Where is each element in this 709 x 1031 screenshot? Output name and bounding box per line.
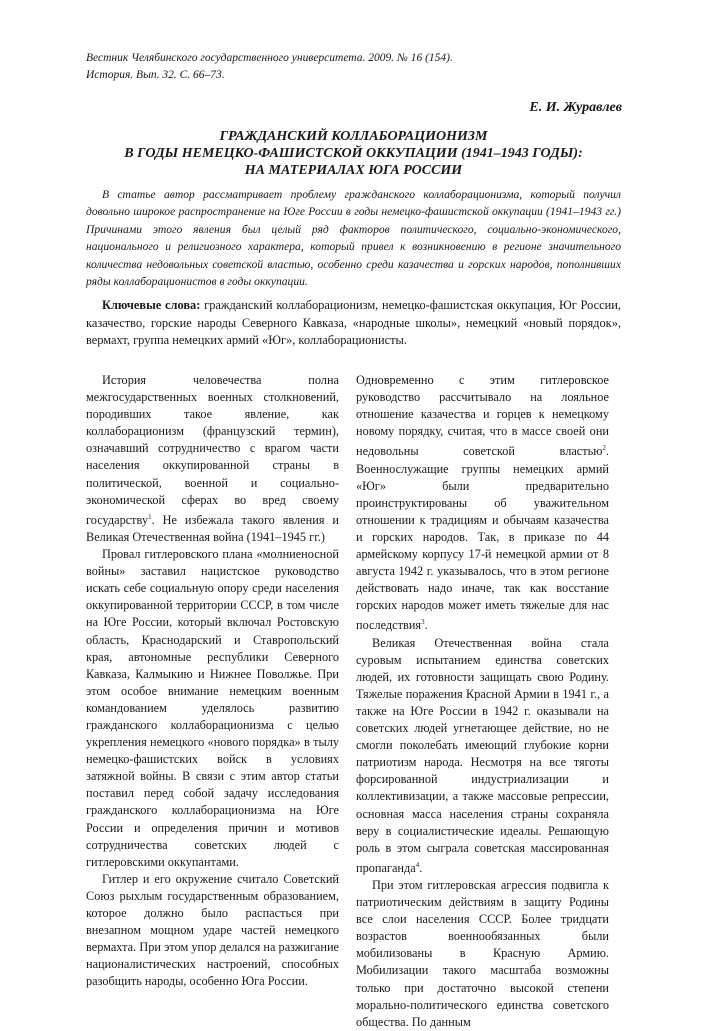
- abstract: [86, 186, 621, 290]
- keywords: [86, 297, 621, 350]
- left-paragraph-1: [86, 372, 339, 546]
- keywords-label: Ключевые слова:: [102, 298, 201, 312]
- right-paragraph-2: [356, 635, 609, 877]
- title-line-2: В ГОДЫ НЕМЕЦКО-ФАШИСТСКОЙ ОККУПАЦИИ (1941–1943 ГОДЫ):: [124, 146, 583, 161]
- author-name: Е. И. Журавлев: [529, 100, 622, 115]
- abstract-text: В статье автор рассматривает проблему гражданского коллаборационизма, который получил довольно широкое распространение на Юге России в годы немецко-фашистской оккупации (1941–1943 гг.) Причинами этого явления был целый ряд факторов политического, социально-экономического, национального и религиозного характера, который привел к возникновению в регионе значительного количества недовольных советской властью, особенно среди казачества и горских народов, пополнивших ряды коллаборационистов в годы оккупации.: [86, 188, 621, 289]
- journal-citation: [86, 50, 646, 84]
- footnote-ref-3: 3: [421, 618, 425, 627]
- right-p1-end: .: [424, 618, 428, 633]
- right-p1-mid: . Военнослужащие группы немецких армий «Юг» были предварительно проинструктированы об уважительном отношении к традициям и обычаям казачества и горских народов. Так, в приказе по 44 армейскому корпусу 17-й немецкой армии от 8 августа 1942 г. указывалось, что в этом регионе действовать надо иначе, так как восстание горских народов может иметь тяжелые для нас последствия: [356, 444, 609, 633]
- keywords-text: гражданский коллаборационизм, немецко-фашистская оккупация, Юг России, казачество, горские народы Северного Кавказа, «народные школы», немецкий «новый порядок», вермахт, группа немецких армий «Юг», коллаборационисты.: [86, 298, 621, 348]
- footnote-ref-4: 4: [415, 860, 420, 869]
- right-paragraph-1: [356, 372, 609, 635]
- left-paragraph-2: Провал гитлеровского плана «молниеносной войны» заставил нацистское руководство искать себе социальную опору среди населения оккупированной территории СССР, в том числе на Юге России, который включал Ростовскую область, Краснодарский и Ставропольский края, автономные республики Северного Кавказа, Калмыкию и Нижнее Поволжье. При этом особое внимание немецким военным командованием уделялось развитию гражданского коллаборационизма с целью укрепления немецкого «нового порядка» в тылу немецко-фашистских войск в условиях затяжной войны. В связи с этим автор статьи поставил перед собой задачу исследования гражданского коллаборационизма на Юге России и определения причин и мотивов сотрудничества советских людей с гитлеровскими оккупантами.: [86, 547, 339, 869]
- left-p1-text: История человечества полна межгосударственных военных столкновений, породивших такое явление, как коллаборационизм (французский термин), означавший сотрудничество с врагом части населения оккупированной страны в политической, военной и социально-экономической сферах во вред своему государству: [86, 373, 339, 527]
- article-title: [86, 128, 621, 179]
- right-paragraph-3: При этом гитлеровская агрессия подвигла к патриотическим действиям в защиту Родины все слои населения СССР. Более тридцати возрастов военнообязанных были мобилизованы в Красную Армию. Мобилизации такого масштаба возможны только при достаточно высокой степени морально-политического единства советского общества. По данным: [356, 878, 609, 1029]
- right-column: [356, 372, 609, 1031]
- footnote-ref-2: 2: [602, 444, 606, 453]
- left-column: [86, 372, 339, 990]
- journal-line-1: Вестник Челябинского государственного университета. 2009. № 16 (154).: [86, 52, 453, 64]
- right-p2-end: .: [419, 860, 423, 875]
- journal-line-2: История. Вып. 32. С. 66–73.: [86, 69, 225, 81]
- left-p1-end: . Не избежала такого явления и Великая Отечественная война (1941–1945 гг.): [86, 512, 339, 544]
- title-line-3: НА МАТЕРИАЛАХ ЮГА РОССИИ: [244, 163, 463, 178]
- title-line-1: ГРАЖДАНСКИЙ КОЛЛАБОРАЦИОНИЗМ: [219, 129, 488, 144]
- right-p2-text: Великая Отечественная война стала суровым испытанием единства советских людей, их готовности защищать свою Родину. Тяжелые поражения Красной Армии в 1941 г., а также на Юге России в 1942 г. оказывали на советских людей угнетающее действие, но не смогли поколебать имеющий глубокие корни патриотизм народа. Несмотря на все тяготы форсированной индустриализации и коллективизации, а также массовые репрессии, основная масса населения страны сохраняла веру в социалистические идеалы. Решающую роль в этом сыграла советская массированная пропаганда: [356, 635, 609, 875]
- right-p1-text: Одновременно с этим гитлеровское руководство рассчитывало на лояльное отношение казачества и горцев к немецкому новому порядку, считая, что в массе своей они недовольны советской властью: [356, 373, 609, 459]
- keywords-paragraph: [86, 297, 621, 350]
- footnote-ref-1: 1: [148, 512, 152, 521]
- left-paragraph-3: Гитлер и его окружение считало Советский Союз рыхлым государственным образованием, которое должно было распасться при внезапном мощном ударе частей немецкого вермахта. При этом упор делался на разжигание националистических настроений, способных разобщить народы, особенно Юга России.: [86, 871, 339, 989]
